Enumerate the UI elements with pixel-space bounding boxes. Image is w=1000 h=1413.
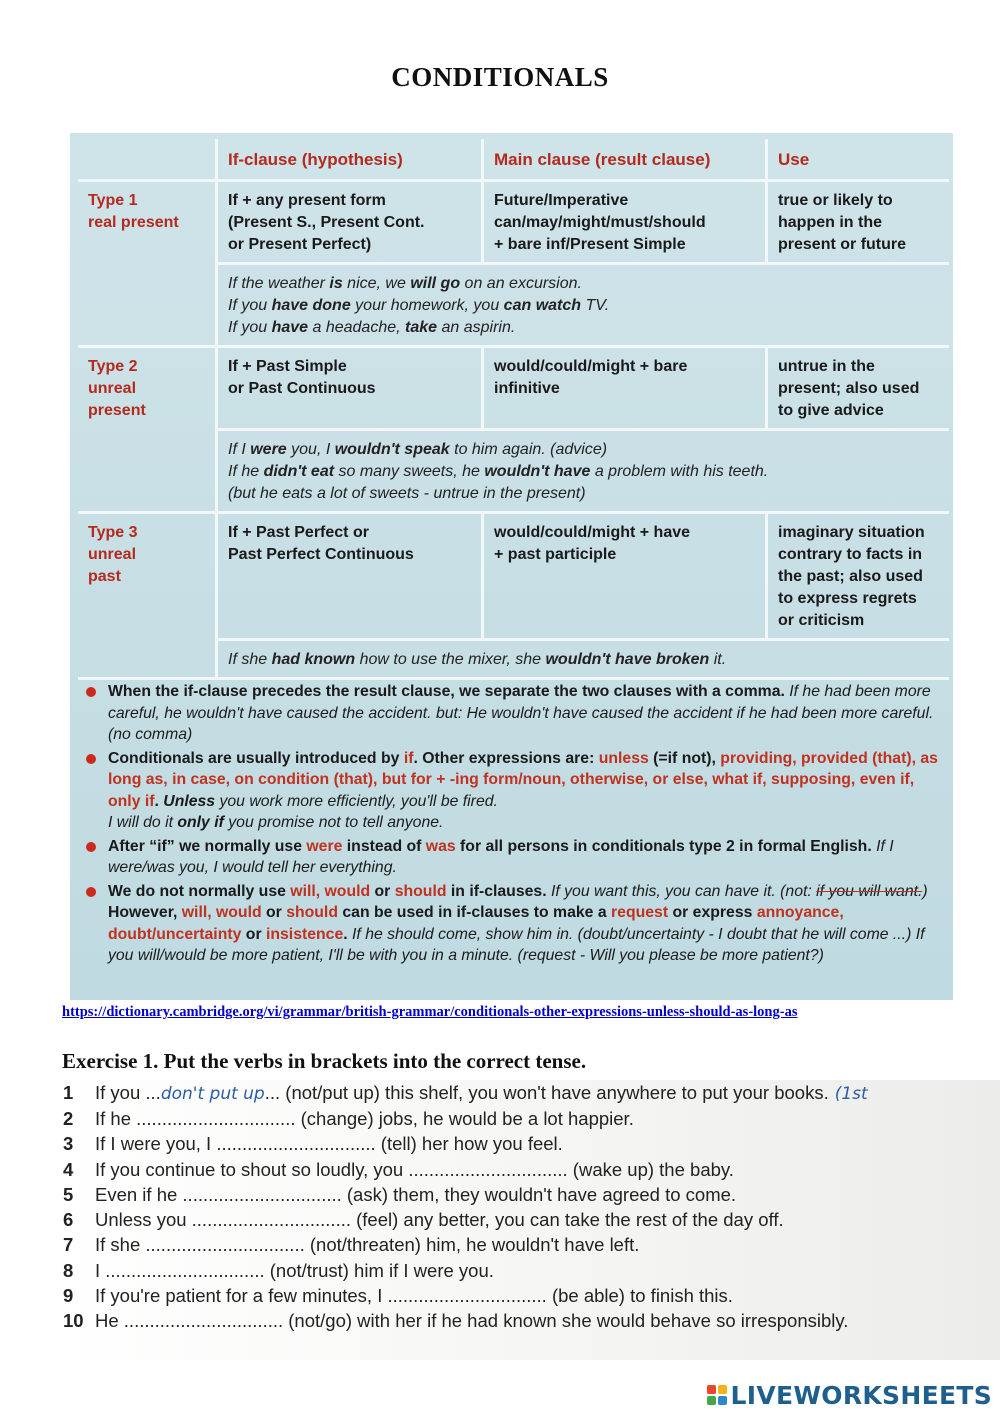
exercise-item: [55, 1133, 563, 1157]
cell-line: to express regrets: [778, 590, 917, 607]
conditionals-table: [78, 139, 949, 680]
brand-name: LIVEWORKSHEETS: [730, 1380, 992, 1410]
example-line: (but he eats a lot of sweets - untrue in the present): [228, 485, 586, 502]
item-text: If you ...: [95, 1082, 161, 1103]
type3-if-clause: [218, 514, 484, 641]
cambridge-reference-link[interactable]: https://dictionary.cambridge.org/vi/grammar/british-grammar/conditionals-other-expressions-unless-should-as-long-as: [62, 1004, 798, 1020]
cell-line: happen in the: [778, 214, 882, 231]
type3-main-clause: [484, 514, 768, 641]
item-number: 2: [63, 1108, 74, 1129]
type3-examples: [218, 641, 949, 680]
cell-line: present; also used: [778, 380, 920, 397]
item-text: If I were you, I ............................... (tell) her how you feel.: [95, 1133, 563, 1154]
cell-line: infinitive: [494, 380, 560, 397]
example-line: If she had known how to use the mixer, she wouldn't have broken it.: [228, 651, 727, 668]
type1-main-clause: [484, 182, 768, 265]
exercise-item: [55, 1108, 634, 1132]
type-line: Type 2: [88, 358, 138, 375]
cell-line: contrary to facts in: [778, 546, 923, 563]
note-were-was: After “if” we normally use were instead of was for all persons in conditionals type 2 in formal English. If I were/was you, I would tell her everything.: [80, 836, 950, 879]
exercise-item: [55, 1260, 494, 1284]
cell-line: the past; also used: [778, 568, 923, 585]
type-line: Type 3: [88, 524, 138, 541]
item-text: ... (not/put up) this shelf, you won't have anywhere to put your books.: [264, 1082, 829, 1103]
liveworksheets-logo-icon: [707, 1385, 727, 1405]
exercise-item: [55, 1209, 784, 1233]
example-answer: don't put up: [160, 1084, 265, 1104]
cell-line: true or likely to: [778, 192, 893, 209]
type1-use: [768, 182, 949, 265]
type-line: unreal: [88, 380, 137, 397]
type3-use: [768, 514, 949, 641]
cell-line: If + Past Perfect or: [228, 524, 369, 541]
item-text: He ............................... (not/go) with her if he had known she would behave so irresponsibly.: [95, 1310, 849, 1331]
example-line: If you have a headache, take an aspirin.: [228, 319, 516, 336]
item-text: Unless you ............................... (feel) any better, you can take the rest of the day off.: [95, 1209, 784, 1230]
table-header-main-clause: Main clause (result clause): [484, 139, 768, 182]
type3-label: [78, 514, 218, 680]
cell-line: If + Past Simple: [228, 358, 347, 375]
note-comma: When the if-clause precedes the result clause, we separate the two clauses with a comma. If he had been more careful, he wouldn't have caused the accident. but: He wouldn't have caused the accident if he had been more careful. (no comma): [80, 681, 950, 746]
exercise-title: Exercise 1. Put the verbs in brackets into the correct tense.: [62, 1049, 587, 1073]
type2-use: [768, 348, 949, 431]
exercise-item: [55, 1082, 868, 1106]
table-row-type2: [78, 348, 949, 431]
type1-examples: [218, 265, 949, 348]
bullet-icon: [86, 887, 96, 897]
item-text: I ............................... (not/trust) him if I were you.: [95, 1260, 494, 1281]
cell-line: would/could/might + bare: [494, 358, 688, 375]
liveworksheets-brand[interactable]: [707, 1380, 992, 1410]
logo-square: [707, 1396, 716, 1405]
item-number: 5: [63, 1184, 74, 1205]
cell-line: Future/Imperative: [494, 192, 629, 209]
note-expressions: Conditionals are usually introduced by if. Other expressions are: unless (=if not), providing, provided (that), as long as, in case, on condition (that), but for + -ing form/noun, otherwise, or else, what if, supposing, even if, only if. Unless you work more efficiently, you'll be fired. I will do it only if you promise not to tell anyone.: [80, 748, 950, 834]
item-text: If he ............................... (change) jobs, he would be a lot happier.: [95, 1108, 634, 1129]
cell-line: or Past Continuous: [228, 380, 376, 397]
item-number: 6: [63, 1209, 74, 1230]
exercise-item: [55, 1184, 736, 1208]
exercise-list: [55, 1080, 1000, 1360]
table-row-type1: [78, 182, 949, 265]
cell-line: can/may/might/must/should: [494, 214, 706, 231]
bullet-icon: [86, 754, 96, 764]
type-line: unreal: [88, 546, 137, 563]
logo-square: [707, 1385, 716, 1394]
type1-if-clause: [218, 182, 484, 265]
cell-line: or Present Perfect): [228, 236, 372, 253]
grammar-reference-panel: [70, 133, 953, 1000]
cell-line: present or future: [778, 236, 907, 253]
bullet-icon: [86, 687, 96, 697]
type2-main-clause: [484, 348, 768, 431]
type1-label: [78, 182, 218, 348]
item-text: If she ............................... (not/threaten) him, he wouldn't have left.: [95, 1234, 640, 1255]
cell-line: to give advice: [778, 402, 884, 419]
table-header-blank: [78, 139, 218, 182]
page-title: CONDITIONALS: [391, 62, 609, 92]
exercise-item: [55, 1285, 733, 1309]
table-header-use: Use: [768, 139, 949, 182]
cell-line: untrue in the: [778, 358, 875, 375]
item-number: 8: [63, 1260, 74, 1281]
item-text: Even if he ............................... (ask) them, they wouldn't have agreed to come.: [95, 1184, 737, 1205]
example-line: If you have done your homework, you can watch TV.: [228, 297, 610, 314]
cell-line: or criticism: [778, 612, 865, 629]
bullet-icon: [86, 842, 96, 852]
item-number: 1: [63, 1082, 74, 1103]
cell-line: would/could/might + have: [494, 524, 691, 541]
example-line: If I were you, I wouldn't speak to him again. (advice): [228, 441, 608, 458]
cell-line: + bare inf/Present Simple: [494, 236, 686, 253]
item-text: If you continue to shout so loudly, you ............................... (wake up) the baby.: [95, 1159, 734, 1180]
table-header-row: [78, 139, 949, 182]
cell-line: (Present S., Present Cont.: [228, 214, 425, 231]
item-text: If you're patient for a few minutes, I ............................... (be able) to finish this.: [95, 1285, 733, 1306]
item-number: 7: [63, 1234, 74, 1255]
item-number: 10: [63, 1310, 84, 1331]
item-number: 3: [63, 1133, 74, 1154]
note-will-would: We do not normally use will, would or should in if-clauses. If you want this, you can have it. (not: if you will want.) However, will, would or should can be used in if-clauses to make a request or express annoyance, doubt/uncertainty or insistence. If he should come, show him in. (doubt/uncertainty - I doubt that he will come ...) If you will/would be more patient, I'll be with you in a minute. (request - Will you please be more patient?): [80, 881, 950, 967]
type2-label: [78, 348, 218, 514]
handwritten-hint: (1st: [834, 1084, 868, 1104]
cell-line: + past participle: [494, 546, 617, 563]
exercise-item: [55, 1234, 639, 1258]
table-row-type3: [78, 514, 949, 641]
logo-square: [718, 1385, 727, 1394]
example-line: If he didn't eat so many sweets, he wouldn't have a problem with his teeth.: [228, 463, 769, 480]
table-header-if-clause: If-clause (hypothesis): [218, 139, 484, 182]
exercise-item: [55, 1159, 734, 1183]
item-number: 4: [63, 1159, 74, 1180]
logo-square: [718, 1396, 727, 1405]
example-line: If the weather is nice, we will go on an excursion.: [228, 275, 582, 292]
type-line: Type 1: [88, 192, 138, 209]
cell-line: If + any present form: [228, 192, 386, 209]
type2-examples: [218, 431, 949, 514]
cell-line: imaginary situation: [778, 524, 925, 541]
exercise-item: [55, 1310, 848, 1334]
type-line: real present: [88, 214, 179, 231]
type-line: past: [88, 568, 121, 585]
usage-notes: [80, 681, 950, 969]
type2-if-clause: [218, 348, 484, 431]
item-number: 9: [63, 1285, 74, 1306]
cell-line: Past Perfect Continuous: [228, 546, 414, 563]
type-line: present: [88, 402, 146, 419]
